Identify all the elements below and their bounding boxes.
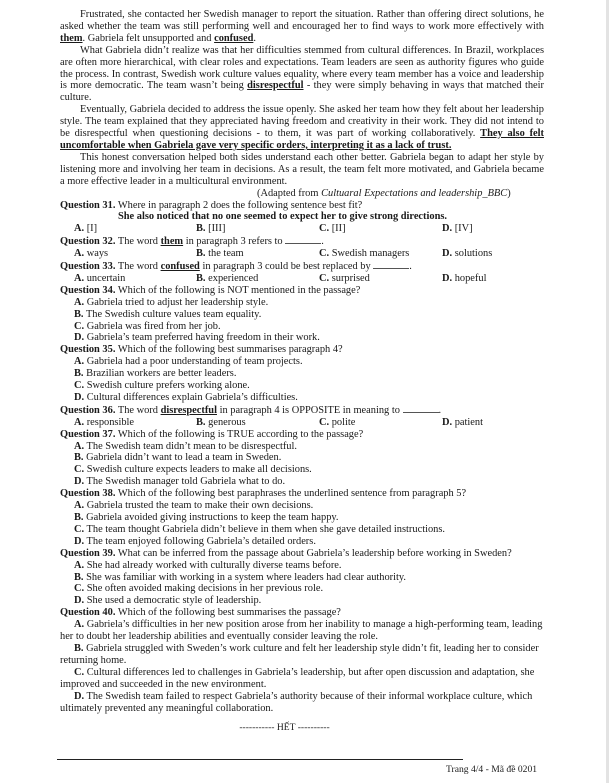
passage-paragraph-5: [60, 104, 544, 152]
option-a[interactable]: [74, 248, 108, 260]
option-letter: B.: [196, 272, 206, 284]
option-letter: D.: [74, 535, 85, 547]
option-a[interactable]: [74, 223, 97, 235]
underlined-word-confused: confused: [214, 32, 254, 44]
question-stem-end: .: [438, 404, 442, 416]
option-letter: B.: [74, 571, 84, 583]
option-b[interactable]: [60, 368, 544, 380]
option-letter: D.: [442, 416, 453, 428]
option-text: Gabriela avoided giving instructions to keep the team happy.: [86, 512, 339, 523]
option-letter: D.: [74, 391, 85, 403]
option-text: generous: [208, 416, 246, 428]
option-c[interactable]: [319, 417, 355, 429]
option-text: The Swedish culture values team equality.: [85, 308, 262, 320]
text: - they were simply behaving in ways that matched their culture.: [60, 80, 544, 104]
option-b[interactable]: [196, 273, 258, 285]
answer-blank: [285, 235, 321, 244]
question-number: Question 31.: [60, 199, 116, 211]
option-text: Gabriela tried to adjust her leadership style.: [86, 296, 269, 308]
option-text: Swedish culture expects leaders to make all decisions.: [86, 464, 312, 476]
option-letter: C.: [74, 666, 85, 678]
question-stem: What can be inferred from the passage about Gabriela’s leadership before working in Sweden?: [117, 547, 512, 559]
option-letter: B.: [196, 416, 206, 428]
option-d[interactable]: [60, 392, 544, 404]
option-letter: D.: [442, 272, 453, 284]
option-letter: D.: [442, 223, 453, 235]
option-b[interactable]: [196, 248, 244, 260]
question-keyword: them: [160, 236, 184, 248]
option-letter: B.: [74, 642, 84, 654]
question-35: [60, 344, 544, 404]
option-letter: A.: [74, 619, 85, 631]
option-b[interactable]: [60, 309, 544, 321]
question-33: [60, 260, 544, 285]
option-letter: A.: [74, 223, 85, 235]
option-text: patient: [454, 416, 483, 428]
option-d[interactable]: [442, 273, 486, 285]
option-letter: A.: [74, 296, 85, 308]
option-text: The team enjoyed following Gabriela’s detailed orders.: [86, 535, 316, 547]
underlined-word-disrespectful: disrespectful: [247, 80, 304, 92]
question-38: [60, 488, 544, 548]
footer-divider: [57, 759, 463, 760]
passage-paragraph-3: [60, 9, 544, 45]
passage-paragraph-4: [60, 45, 544, 105]
option-text: polite: [331, 416, 356, 428]
option-a[interactable]: [60, 297, 544, 309]
option-text: Gabriela struggled with Sweden’s work culture and felt her leadership style didn’t fit, leading her to consider returning home.: [60, 642, 539, 666]
option-c[interactable]: [60, 667, 544, 691]
option-text: Brazilian workers are better leaders.: [86, 368, 237, 380]
text: .: [253, 32, 256, 44]
option-text: [I]: [86, 223, 98, 235]
question-stem: Which of the following best summarises the passage?: [117, 607, 341, 619]
option-text: [III]: [208, 223, 226, 235]
option-text: The Swedish team failed to respect Gabriela’s authority because of their informal workplace culture, which ultimately prevented any meaningful collaboration.: [60, 690, 533, 714]
option-letter: B.: [74, 512, 84, 523]
passage-paragraph-6: This honest conversation helped both sides understand each other better. Gabriela began to adapt her style by listening more and involving her team in decisions. As a result, the team felt more motivated, and Gabriela became a more effective leader in a multicultural environment.: [60, 151, 544, 187]
option-letter: D.: [74, 690, 85, 702]
option-b[interactable]: [60, 452, 544, 464]
option-text: The Swedish manager told Gabriela what to do.: [86, 476, 286, 488]
question-stem: The word: [117, 236, 161, 248]
options-row: [60, 273, 544, 285]
option-text: She often avoided making decisions in her previous role.: [86, 583, 324, 595]
option-text: Gabriela didn’t want to lead a team in Sweden.: [86, 452, 282, 464]
question-stem: The word: [117, 261, 161, 272]
question-stem: in paragraph 3 refers to: [183, 236, 286, 248]
option-text: Swedish managers: [331, 248, 410, 260]
option-text: Cultural differences led to challenges in Gabriela’s leadership, but after open discussion and adaptation, she improved and succeeded in the new environment.: [60, 666, 535, 690]
question-keyword: confused: [160, 261, 200, 272]
option-letter: A.: [74, 356, 85, 368]
option-text: Cultural differences explain Gabriela’s difficulties.: [86, 391, 298, 403]
option-text: Gabriela’s difficulties in her new position arose from her inability to manage a high-performing team, leading her to doubt her leadership abilities and eventually consider leaving the role.: [60, 619, 543, 643]
option-letter: D.: [74, 332, 85, 344]
option-b[interactable]: [60, 572, 544, 584]
question-number: Question 36.: [60, 404, 116, 416]
option-a[interactable]: [60, 441, 544, 453]
options-row: [60, 417, 544, 429]
question-40: [60, 607, 544, 714]
option-d[interactable]: [442, 417, 483, 429]
question-36: [60, 404, 544, 429]
option-text: She was familiar with working in a system where leaders had clear authority.: [86, 571, 407, 583]
option-text: Gabriela was fired from her job.: [86, 320, 221, 332]
option-d[interactable]: [60, 536, 544, 548]
option-text: surprised: [331, 272, 370, 284]
option-text: experienced: [208, 272, 259, 284]
option-text: responsible: [86, 416, 135, 428]
option-b[interactable]: [196, 417, 246, 429]
source-title: Cultuaral Expectations and leadership_BBC: [321, 187, 508, 199]
option-c[interactable]: [319, 273, 370, 285]
option-letter: D.: [74, 476, 85, 488]
question-31: [60, 200, 544, 236]
option-b[interactable]: [196, 223, 225, 235]
option-d[interactable]: [442, 223, 473, 235]
option-letter: B.: [74, 368, 84, 380]
text: Frustrated, she contacted her Swedish manager to report the situation. Rather than offering direct solutions, he asked whether the team was still performing well and encouraged her to find ways to work more effectively with: [60, 9, 544, 32]
option-text: She used a democratic style of leadership.: [86, 595, 262, 607]
option-a[interactable]: [60, 500, 544, 512]
underlined-sentence: They also felt uncomfortable when Gabriela gave very specific orders, interpreting it as a lack of trust.: [60, 128, 544, 151]
option-c[interactable]: [319, 248, 409, 260]
option-text: Gabriela’s team preferred having freedom in their work.: [86, 332, 320, 344]
text: What Gabriela didn’t realize was that her difficulties stemmed from cultural differences. In Brazil, workplaces are often more hierarchical, with clear roles and expectations. Team leaders are seen as authority figures who guide the process. In contrast, Swedish work culture values equality, where every team member has a voice and leadership is more democratic. The team wasn’t being: [60, 44, 544, 92]
option-c[interactable]: [60, 380, 544, 392]
option-a[interactable]: [74, 273, 125, 285]
text: . Gabriela felt unsupported and: [82, 32, 215, 44]
option-a[interactable]: [60, 619, 544, 643]
option-a[interactable]: [74, 417, 134, 429]
option-text: the team: [208, 248, 244, 260]
option-text: [IV]: [454, 223, 473, 235]
option-text: hopeful: [454, 272, 487, 284]
source-prefix: (Adapted from: [257, 187, 322, 199]
question-keyword: disrespectful: [160, 404, 217, 416]
end-marker-text: ----------- HẾT ----------: [239, 722, 330, 733]
question-34: [60, 285, 544, 345]
end-marker: [0, 722, 609, 733]
question-number: Question 33.: [60, 261, 116, 272]
option-letter: A.: [74, 272, 85, 284]
answer-blank: [403, 404, 439, 413]
option-letter: C.: [74, 320, 85, 332]
option-text: Gabriela had a poor understanding of team projects.: [86, 356, 303, 368]
question-stem: The word: [117, 404, 161, 416]
option-letter: C.: [74, 380, 85, 392]
underlined-word-them: them: [60, 32, 83, 44]
option-text: She had already worked with culturally diverse teams before.: [86, 559, 342, 571]
question-stem: Which of the following best summarises paragraph 4?: [117, 344, 343, 356]
option-d[interactable]: [60, 476, 544, 488]
option-text: ways: [86, 248, 109, 260]
question-stem: Which of the following is NOT mentioned in the passage?: [117, 284, 361, 296]
question-stem-end: .: [321, 236, 324, 248]
option-a[interactable]: [60, 560, 544, 572]
question-number: Question 39.: [60, 547, 116, 559]
option-c[interactable]: [60, 321, 544, 333]
option-letter: B.: [74, 452, 84, 464]
option-letter: D.: [442, 248, 453, 260]
options-row: [60, 248, 544, 260]
option-d[interactable]: [60, 332, 544, 344]
exam-page: [60, 9, 544, 714]
question-stem: in paragraph 3 could be best replaced by: [199, 261, 374, 272]
option-letter: C.: [319, 248, 330, 260]
option-c[interactable]: [319, 223, 346, 235]
option-letter: D.: [74, 595, 85, 607]
option-letter: B.: [196, 223, 206, 235]
option-letter: C.: [74, 523, 85, 535]
option-b[interactable]: [60, 643, 544, 667]
option-c[interactable]: [60, 464, 544, 476]
option-letter: C.: [319, 416, 330, 428]
question-stem: Which of the following best paraphrases the underlined sentence from paragraph 5?: [117, 488, 467, 500]
question-number: Question 32.: [60, 236, 116, 248]
option-letter: C.: [74, 583, 85, 595]
option-text: The team thought Gabriela didn’t believe in them when she gave detailed instructions.: [86, 523, 446, 535]
source-suffix: ): [507, 187, 511, 199]
page-footer: Trang 4/4 - Mã đề 0201: [446, 764, 538, 775]
question-number: Question 35.: [60, 344, 116, 356]
option-d[interactable]: [60, 595, 544, 607]
option-text: uncertain: [86, 272, 126, 284]
option-text: Swedish culture prefers working alone.: [86, 380, 250, 392]
question-37: [60, 429, 544, 489]
question-number: Question 34.: [60, 284, 116, 296]
question-number: Question 40.: [60, 607, 116, 619]
question-32: [60, 235, 544, 260]
question-stem: Where in paragraph 2 does the following sentence best fit?: [117, 199, 363, 211]
option-text: solutions: [454, 248, 493, 260]
passage-source: [60, 188, 544, 200]
option-letter: B.: [74, 308, 84, 320]
option-letter: A.: [74, 248, 85, 260]
option-a[interactable]: [60, 356, 544, 368]
question-number: Question 38.: [60, 488, 116, 500]
option-text: [II]: [331, 223, 346, 235]
option-letter: C.: [74, 464, 85, 476]
question-stem-end: .: [409, 261, 412, 272]
option-letter: C.: [319, 272, 330, 284]
question-number: Question 37.: [60, 428, 116, 440]
option-c[interactable]: [60, 583, 544, 595]
option-letter: A.: [74, 416, 85, 428]
option-d[interactable]: [60, 691, 544, 715]
question-quote: She also noticed that no one seemed to expect her to give strong directions.: [118, 211, 448, 223]
option-letter: A.: [74, 500, 85, 512]
answer-blank: [373, 260, 409, 269]
option-letter: A.: [74, 440, 85, 452]
question-39: [60, 548, 544, 608]
option-c[interactable]: [60, 524, 544, 536]
option-text: The Swedish team didn’t mean to be disrespectful.: [86, 440, 297, 452]
question-stem: in paragraph 4 is OPPOSITE in meaning to: [216, 404, 403, 416]
option-d[interactable]: [442, 248, 492, 260]
option-letter: B.: [196, 248, 206, 260]
option-letter: A.: [74, 559, 85, 571]
options-row: [60, 223, 544, 235]
question-stem: Which of the following is TRUE according to the passage?: [117, 428, 364, 440]
option-letter: C.: [319, 223, 330, 235]
option-b[interactable]: [60, 512, 544, 524]
text: Eventually, Gabriela decided to address the issue openly. She asked her team how they felt about her leadership style. The team explained that they appreciated having freedom and creativity in their work. They did not intend to be disrespectful when questioning decisions - to them, it was part of working collaboratively.: [60, 104, 544, 140]
option-text: Gabriela trusted the team to make their own decisions.: [86, 500, 314, 512]
